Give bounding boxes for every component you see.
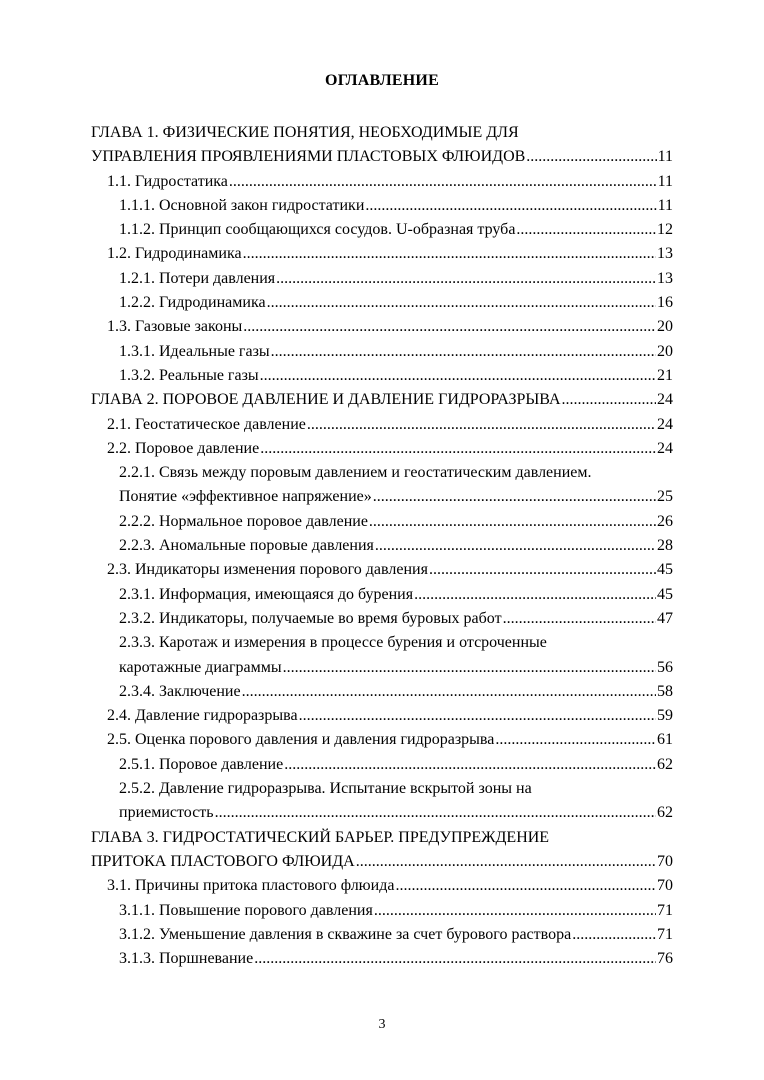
toc-entry-page: 59 [657, 707, 673, 725]
toc-entry [91, 850, 673, 874]
toc-entry [91, 388, 673, 412]
toc-entry [91, 510, 673, 534]
toc-entry [91, 826, 673, 850]
toc-entry-title: 2.5. Оценка порового давления и давления гидроразрыва [107, 731, 495, 749]
toc-entry-page: 11 [657, 148, 673, 166]
dot-leader [356, 850, 656, 874]
toc-entry-page: 70 [657, 877, 673, 895]
toc-entry-page: 56 [657, 658, 673, 676]
toc-entry-title: 3.1.1. Повышение порового давления [119, 901, 373, 919]
toc-entry-title: 2.1. Геостатическое давление [107, 415, 306, 433]
toc-entry-page: 20 [657, 342, 673, 360]
toc-entry-title: ГЛАВА 1. ФИЗИЧЕСКИЕ ПОНЯТИЯ, НЕОБХОДИМЫЕ ДЛЯ [91, 124, 519, 141]
toc-entry-page: 28 [657, 537, 673, 555]
toc-entry-title: приемистость [119, 804, 214, 822]
toc-entry-title: 2.5.2. Давление гидроразрыва. Испытание вскрытой зоны на [119, 780, 532, 798]
toc-entry [91, 534, 673, 558]
toc-entry [91, 583, 673, 607]
toc-entry [91, 291, 673, 315]
toc-entry-title: 2.5.1. Поровое давление [119, 755, 284, 773]
toc-entry-page: 62 [657, 804, 673, 822]
toc-entry-title: 2.3.2. Индикаторы, получаемые во время буровых работ [119, 609, 502, 627]
toc-entry [91, 145, 673, 169]
toc-entry-page: 24 [657, 391, 673, 409]
toc-entry [91, 899, 673, 923]
toc-entry-page: 70 [657, 852, 673, 870]
toc-entry-page: 12 [657, 221, 673, 239]
toc-entry-page: 11 [657, 196, 673, 214]
toc-entry-page: 11 [657, 172, 673, 190]
dot-leader [516, 218, 656, 242]
toc-entry-page: 45 [657, 561, 673, 579]
toc-entry [91, 461, 673, 485]
toc-entry [91, 947, 673, 971]
toc-entry [91, 607, 673, 631]
toc-entry [91, 631, 673, 655]
toc-entry [91, 656, 673, 680]
toc-entry-title: 1.1.2. Принцип сообщающихся сосудов. U-образная труба [119, 221, 516, 239]
toc-entry-page: 13 [657, 269, 673, 287]
dot-leader [572, 923, 656, 947]
dot-leader [271, 340, 656, 364]
dot-leader [243, 242, 656, 266]
dot-leader [503, 607, 656, 631]
toc-entry [91, 340, 673, 364]
toc-entry-page: 71 [657, 925, 673, 943]
toc-entry [91, 777, 673, 801]
dot-leader [429, 558, 656, 582]
toc-entry [91, 242, 673, 266]
toc-entry-title: 1.1.1. Основной закон гидростатики [119, 196, 365, 214]
toc-entry [91, 267, 673, 291]
toc-entry-page: 61 [657, 731, 673, 749]
dot-leader [229, 170, 657, 194]
toc-entry [91, 194, 673, 218]
toc-entry-title: каротажные диаграммы [119, 658, 282, 676]
toc-heading: ОГЛАВЛЕНИЕ [325, 72, 439, 89]
toc-entry [91, 753, 673, 777]
toc-entry-page: 47 [657, 609, 673, 627]
toc-entry-title: 1.2.2. Гидродинамика [119, 294, 266, 312]
dot-leader [299, 704, 656, 728]
dot-leader [374, 899, 656, 923]
toc-entry-page: 13 [657, 245, 673, 263]
toc-entry-title: 1.2.1. Потери давления [119, 269, 276, 287]
toc-entry-title: 1.3.2. Реальные газы [119, 366, 259, 384]
toc-entry [91, 170, 673, 194]
toc-entry-title: 2.2.2. Нормальное поровое давление [119, 512, 368, 530]
toc-entry-title: 3.1.2. Уменьшение давления в скважине за счет бурового раствора [119, 925, 572, 943]
dot-leader [284, 753, 656, 777]
dot-leader [267, 291, 656, 315]
dot-leader [365, 194, 656, 218]
toc-entry-title: 2.3. Индикаторы изменения порового давления [107, 561, 428, 579]
dot-leader [260, 364, 656, 388]
toc-entry-title: 1.3.1. Идеальные газы [119, 342, 270, 360]
toc-entry-page: 20 [657, 318, 673, 336]
toc-entry [91, 413, 673, 437]
toc-entry-title: ПРИТОКА ПЛАСТОВОГО ФЛЮИДА [91, 852, 355, 870]
toc-entry-page: 71 [657, 901, 673, 919]
toc-entry-page: 26 [657, 512, 673, 530]
toc-entry-page: 24 [657, 439, 673, 457]
toc-entry [91, 437, 673, 461]
dot-leader [276, 267, 656, 291]
toc-entry-page: 76 [657, 950, 673, 968]
toc-entry-title: 1.2. Гидродинамика [107, 245, 242, 263]
dot-leader [395, 874, 656, 898]
toc-entry-title: 3.1.3. Поршневание [119, 950, 254, 968]
toc-entry [91, 315, 673, 339]
dot-leader [283, 656, 656, 680]
toc-entry-page: 58 [657, 682, 673, 700]
toc-entry-title: 2.2.3. Аномальные поровые давления [119, 537, 374, 555]
dot-leader [242, 680, 656, 704]
toc-entry-page: 25 [657, 488, 673, 506]
dot-leader [495, 728, 656, 752]
toc-entry-title: 2.3.1. Информация, имеющаяся до бурения [119, 585, 414, 603]
toc-entry-title: ГЛАВА 3. ГИДРОСТАТИЧЕСКИЙ БАРЬЕР. ПРЕДУПРЕЖДЕНИЕ [91, 828, 550, 846]
dot-leader [414, 583, 656, 607]
toc-entry-title: 1.3. Газовые законы [107, 318, 243, 336]
toc-entry [91, 121, 673, 145]
toc-entry-title: 3.1. Причины притока пластового флюида [107, 877, 395, 895]
toc-entry-title: 1.1. Гидростатика [107, 172, 228, 190]
toc-entry-page: 45 [657, 585, 673, 603]
page-number: 3 [378, 1017, 386, 1032]
dot-leader [243, 315, 656, 339]
dot-leader [562, 388, 656, 412]
toc-entry-title: 2.3.3. Каротаж и измерения в процессе бурения и отсроченные [119, 634, 547, 652]
table-of-contents [91, 121, 673, 971]
toc-entry [91, 485, 673, 509]
toc-entry-title: 2.4. Давление гидроразрыва [107, 707, 298, 725]
toc-entry-page: 62 [657, 755, 673, 773]
dot-leader [215, 801, 656, 825]
dot-leader [375, 534, 656, 558]
toc-entry [91, 728, 673, 752]
dot-leader [260, 437, 656, 461]
toc-entry-page: 21 [657, 366, 673, 384]
dot-leader [373, 485, 656, 509]
toc-entry-title: 2.2. Поровое давление [107, 439, 260, 457]
toc-entry-title: 2.3.4. Заключение [119, 682, 241, 700]
toc-entry [91, 218, 673, 242]
toc-entry [91, 801, 673, 825]
toc-entry-page: 16 [657, 294, 673, 312]
dot-leader [254, 947, 656, 971]
toc-entry [91, 923, 673, 947]
toc-entry-title: 2.2.1. Связь между поровым давлением и геостатическим давлением. [119, 464, 592, 482]
toc-entry [91, 558, 673, 582]
toc-entry-page: 24 [657, 415, 673, 433]
toc-entry-title: УПРАВЛЕНИЯ ПРОЯВЛЕНИЯМИ ПЛАСТОВЫХ ФЛЮИДОВ [91, 148, 526, 166]
toc-entry [91, 704, 673, 728]
toc-entry [91, 364, 673, 388]
dot-leader [307, 413, 656, 437]
toc-entry [91, 680, 673, 704]
dot-leader [526, 145, 656, 169]
dot-leader [369, 510, 656, 534]
toc-entry-title: ГЛАВА 2. ПОРОВОЕ ДАВЛЕНИЕ И ДАВЛЕНИЕ ГИДРОРАЗРЫВА [91, 391, 561, 409]
toc-entry-title: Понятие «эффективное напряжение» [119, 488, 372, 506]
toc-entry [91, 874, 673, 898]
